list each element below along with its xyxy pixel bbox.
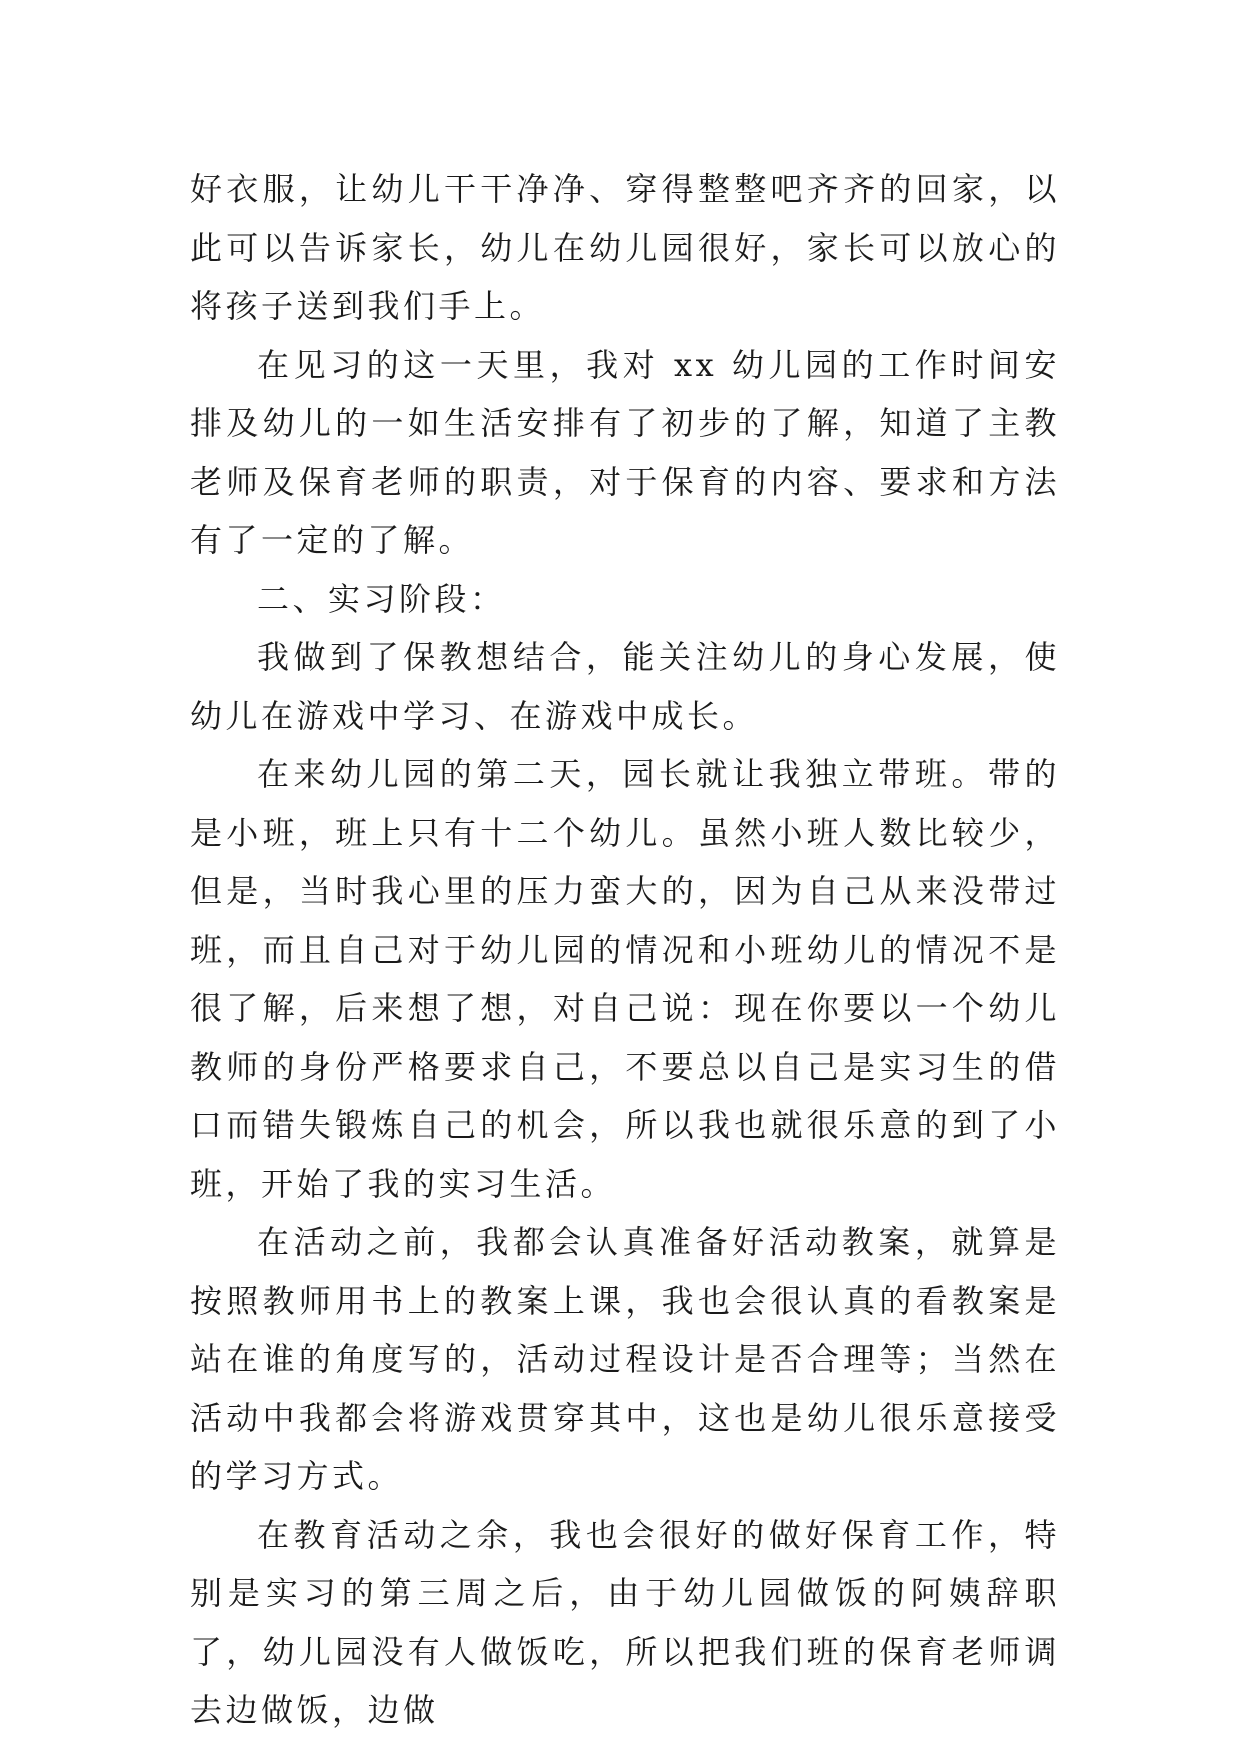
paragraph-care-work: 在教育活动之余，我也会很好的做好保育工作，特别是实习的第三周之后，由于幼儿园做饭的阿姨辞职了，幼儿园没有人做饭吃，所以把我们班的保育老师调去边做饭，边做 [190,1515,1060,1729]
document-body [190,160,1060,1740]
paragraph-lesson-preparation: 在活动之前，我都会认真准备好活动教案，就算是按照教师用书上的教案上课，我也会很认真的看教案是站在谁的角度写的，活动过程设计是否合理等；当然在活动中我都会将游戏贯穿其中，这也是幼儿很乐意接受的学习方式。 [190,1223,1060,1495]
paragraph-teaching-approach: 我做到了保教想结合，能关注幼儿的身心发展，使幼儿在游戏中学习、在游戏中成长。 [190,638,1060,735]
section-heading-internship-stage: 二、实习阶段： [257,579,506,618]
paragraph-continuation: 好衣服，让幼儿干干净净、穿得整整吧齐齐的回家，以此可以告诉家长，幼儿在幼儿园很好，家长可以放心的将孩子送到我们手上。 [190,170,1060,325]
paragraph-first-class: 在来幼儿园的第二天，园长就让我独立带班。带的是小班，班上只有十二个幼儿。虽然小班人数比较少，但是，当时我心里的压力蛮大的，因为自己从来没带过班，而且自己对于幼儿园的情况和小班幼儿的情况不是很了解，后来想了想，对自己说：现在你要以一个幼儿教师的身份严格要求自己，不要总以自己是实习生的借口而错失锻炼自己的机会，所以我也就很乐意的到了小班，开始了我的实习生活。 [190,755,1060,1203]
paragraph-observation-summary: 在见习的这一天里，我对 xx 幼儿园的工作时间安排及幼儿的一如生活安排有了初步的了解，知道了主教老师及保育老师的职责，对于保育的内容、要求和方法有了一定的了解。 [190,345,1060,559]
